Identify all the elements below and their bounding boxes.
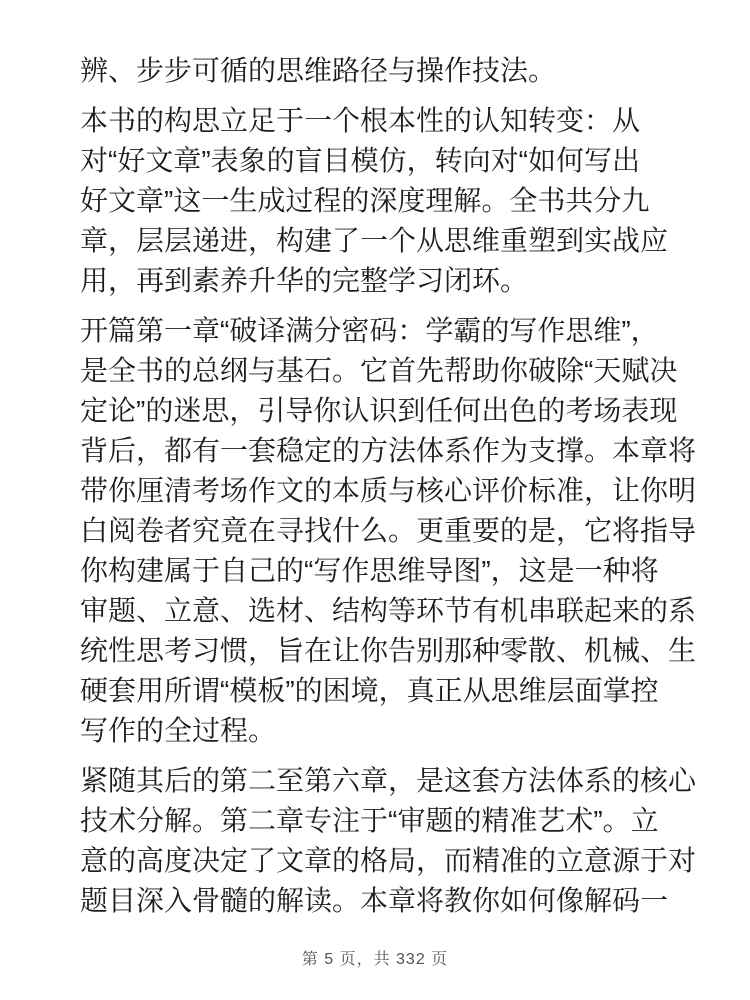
paragraph xyxy=(80,51,672,91)
text-line: 背后，都有一套稳定的方法体系作为支撑。本章将 xyxy=(80,435,697,466)
text-line: 好文章”这一生成过程的深度理解。全书共分九 xyxy=(80,185,650,216)
text-line: 带你厘清考场作文的本质与核心评价标准，让你明 xyxy=(80,475,697,506)
text-line: 开篇第一章“破译满分密码：学霸的写作思维”， xyxy=(80,315,659,346)
text-line: 用，再到素养升华的完整学习闭环。 xyxy=(80,265,529,296)
text-line: 你构建属于自己的“写作思维导图”，这是一种将 xyxy=(80,555,659,586)
text-line: 题目深入骨髓的解读。本章将教你如何像解码一 xyxy=(80,885,669,916)
text-line: 审题、立意、选材、结构等环节有机串联起来的系 xyxy=(80,595,697,626)
text-line: 意的高度决定了文章的格局，而精准的立意源于对 xyxy=(80,845,697,876)
text-content xyxy=(80,51,697,931)
paragraph xyxy=(80,101,672,301)
text-line: 本书的构思立足于一个根本性的认知转变：从 xyxy=(80,105,641,136)
text-line: 白阅卷者究竟在寻找什么。更重要的是，它将指导 xyxy=(80,515,697,546)
page-indicator: 第 5 页，共 332 页 xyxy=(301,951,449,968)
text-line: 是全书的总纲与基石。它首先帮助你破除“天赋决 xyxy=(80,355,678,386)
text-line: 辨、步步可循的思维路径与操作技法。 xyxy=(80,55,557,86)
text-line: 对“好文章”表象的盲目模仿，转向对“如何写出 xyxy=(80,145,640,176)
text-line: 定论”的迷思，引导你认识到任何出色的考场表现 xyxy=(80,395,678,426)
text-line: 统性思考习惯，旨在让你告别那种零散、机械、生 xyxy=(80,635,697,666)
paragraph xyxy=(80,311,697,751)
text-line: 章，层层递进，构建了一个从思维重塑到实战应 xyxy=(80,225,669,256)
text-line: 写作的全过程。 xyxy=(80,715,277,746)
paragraph xyxy=(80,761,697,921)
text-line: 紧随其后的第二至第六章，是这套方法体系的核心 xyxy=(80,765,697,796)
text-line: 技术分解。第二章专注于“审题的精准艺术”。立 xyxy=(80,805,659,836)
text-line: 硬套用所谓“模板”的困境，真正从思维层面掌控 xyxy=(80,675,659,706)
